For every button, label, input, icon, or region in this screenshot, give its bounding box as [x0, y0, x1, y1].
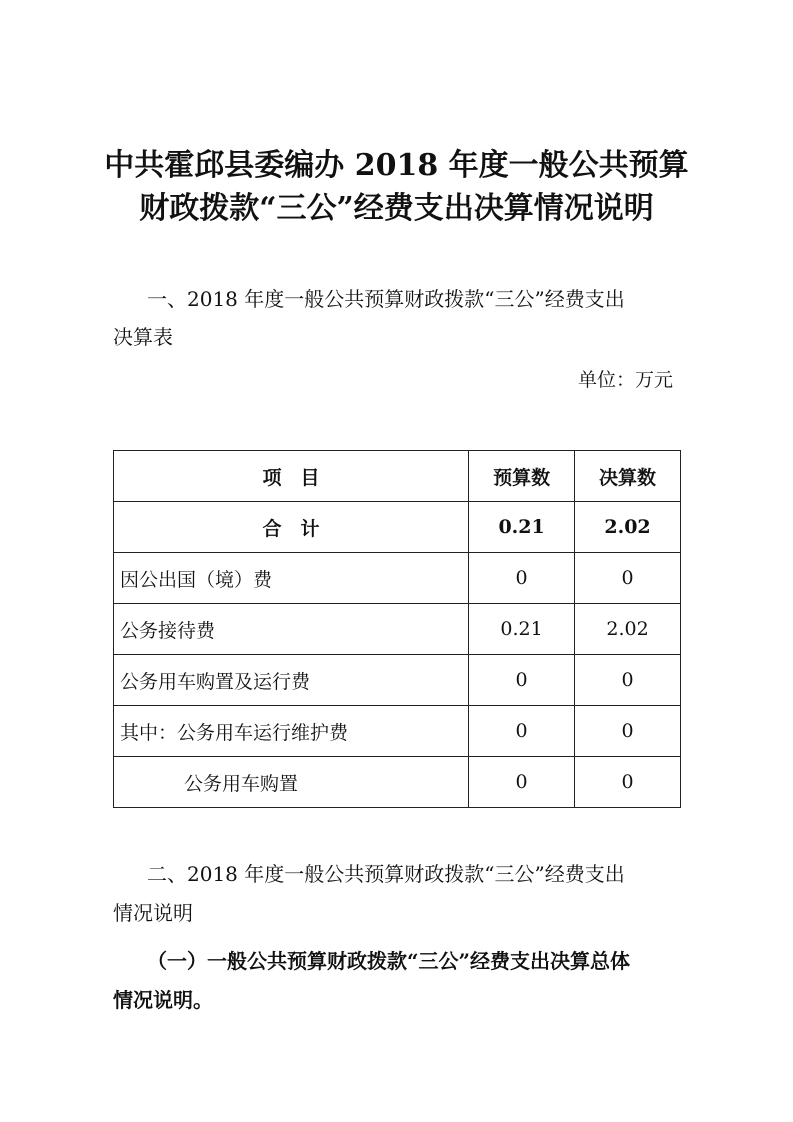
row-final: 0: [575, 757, 681, 808]
header-final: 决算数: [575, 451, 681, 502]
table-row: [114, 553, 681, 604]
row-budget: 0: [469, 757, 575, 808]
row-budget: 0: [469, 655, 575, 706]
header-budget: 预算数: [469, 451, 575, 502]
total-label: 合 计: [114, 502, 469, 553]
row-final: 0: [575, 706, 681, 757]
table-row: [114, 604, 681, 655]
total-final: 2.02: [575, 502, 681, 553]
table-row: [114, 757, 681, 808]
row-final: 2.02: [575, 604, 681, 655]
section1-heading-line2: 决算表: [113, 325, 173, 349]
expense-table: [113, 450, 681, 808]
row-final: 0: [575, 655, 681, 706]
table-row: [114, 655, 681, 706]
row-budget: 0: [469, 706, 575, 757]
row-budget: 0.21: [469, 604, 575, 655]
row-label: 因公出国（境）费: [114, 553, 469, 604]
document-title-line1: 中共霍邱县委编办 2018 年度一般公共预算: [104, 148, 689, 183]
section1-heading-line1: 一、2018 年度一般公共预算财政拨款“三公”经费支出: [147, 287, 625, 311]
unit-label: 单位：万元: [577, 369, 673, 391]
table-total-row: [114, 502, 681, 553]
row-label: 公务用车购置: [114, 757, 469, 808]
row-label: 公务接待费: [114, 604, 469, 655]
row-budget: 0: [469, 553, 575, 604]
table-row: [114, 706, 681, 757]
row-label: 其中：公务用车运行维护费: [114, 706, 469, 757]
total-budget: 0.21: [469, 502, 575, 553]
section2-heading-line1: 二、2018 年度一般公共预算财政拨款“三公”经费支出: [147, 862, 625, 886]
subsection1-heading-line2: 情况说明。: [113, 988, 213, 1012]
row-label: 公务用车购置及运行费: [114, 655, 469, 706]
section2-heading-line2: 情况说明: [113, 901, 193, 925]
document-title-line2: 财政拨款“三公”经费支出决算情况说明: [139, 191, 654, 226]
subsection1-heading-line1: （一）一般公共预算财政拨款“三公”经费支出决算总体: [147, 949, 631, 973]
row-final: 0: [575, 553, 681, 604]
header-item: 项 目: [114, 451, 469, 502]
table-header-row: [114, 451, 681, 502]
